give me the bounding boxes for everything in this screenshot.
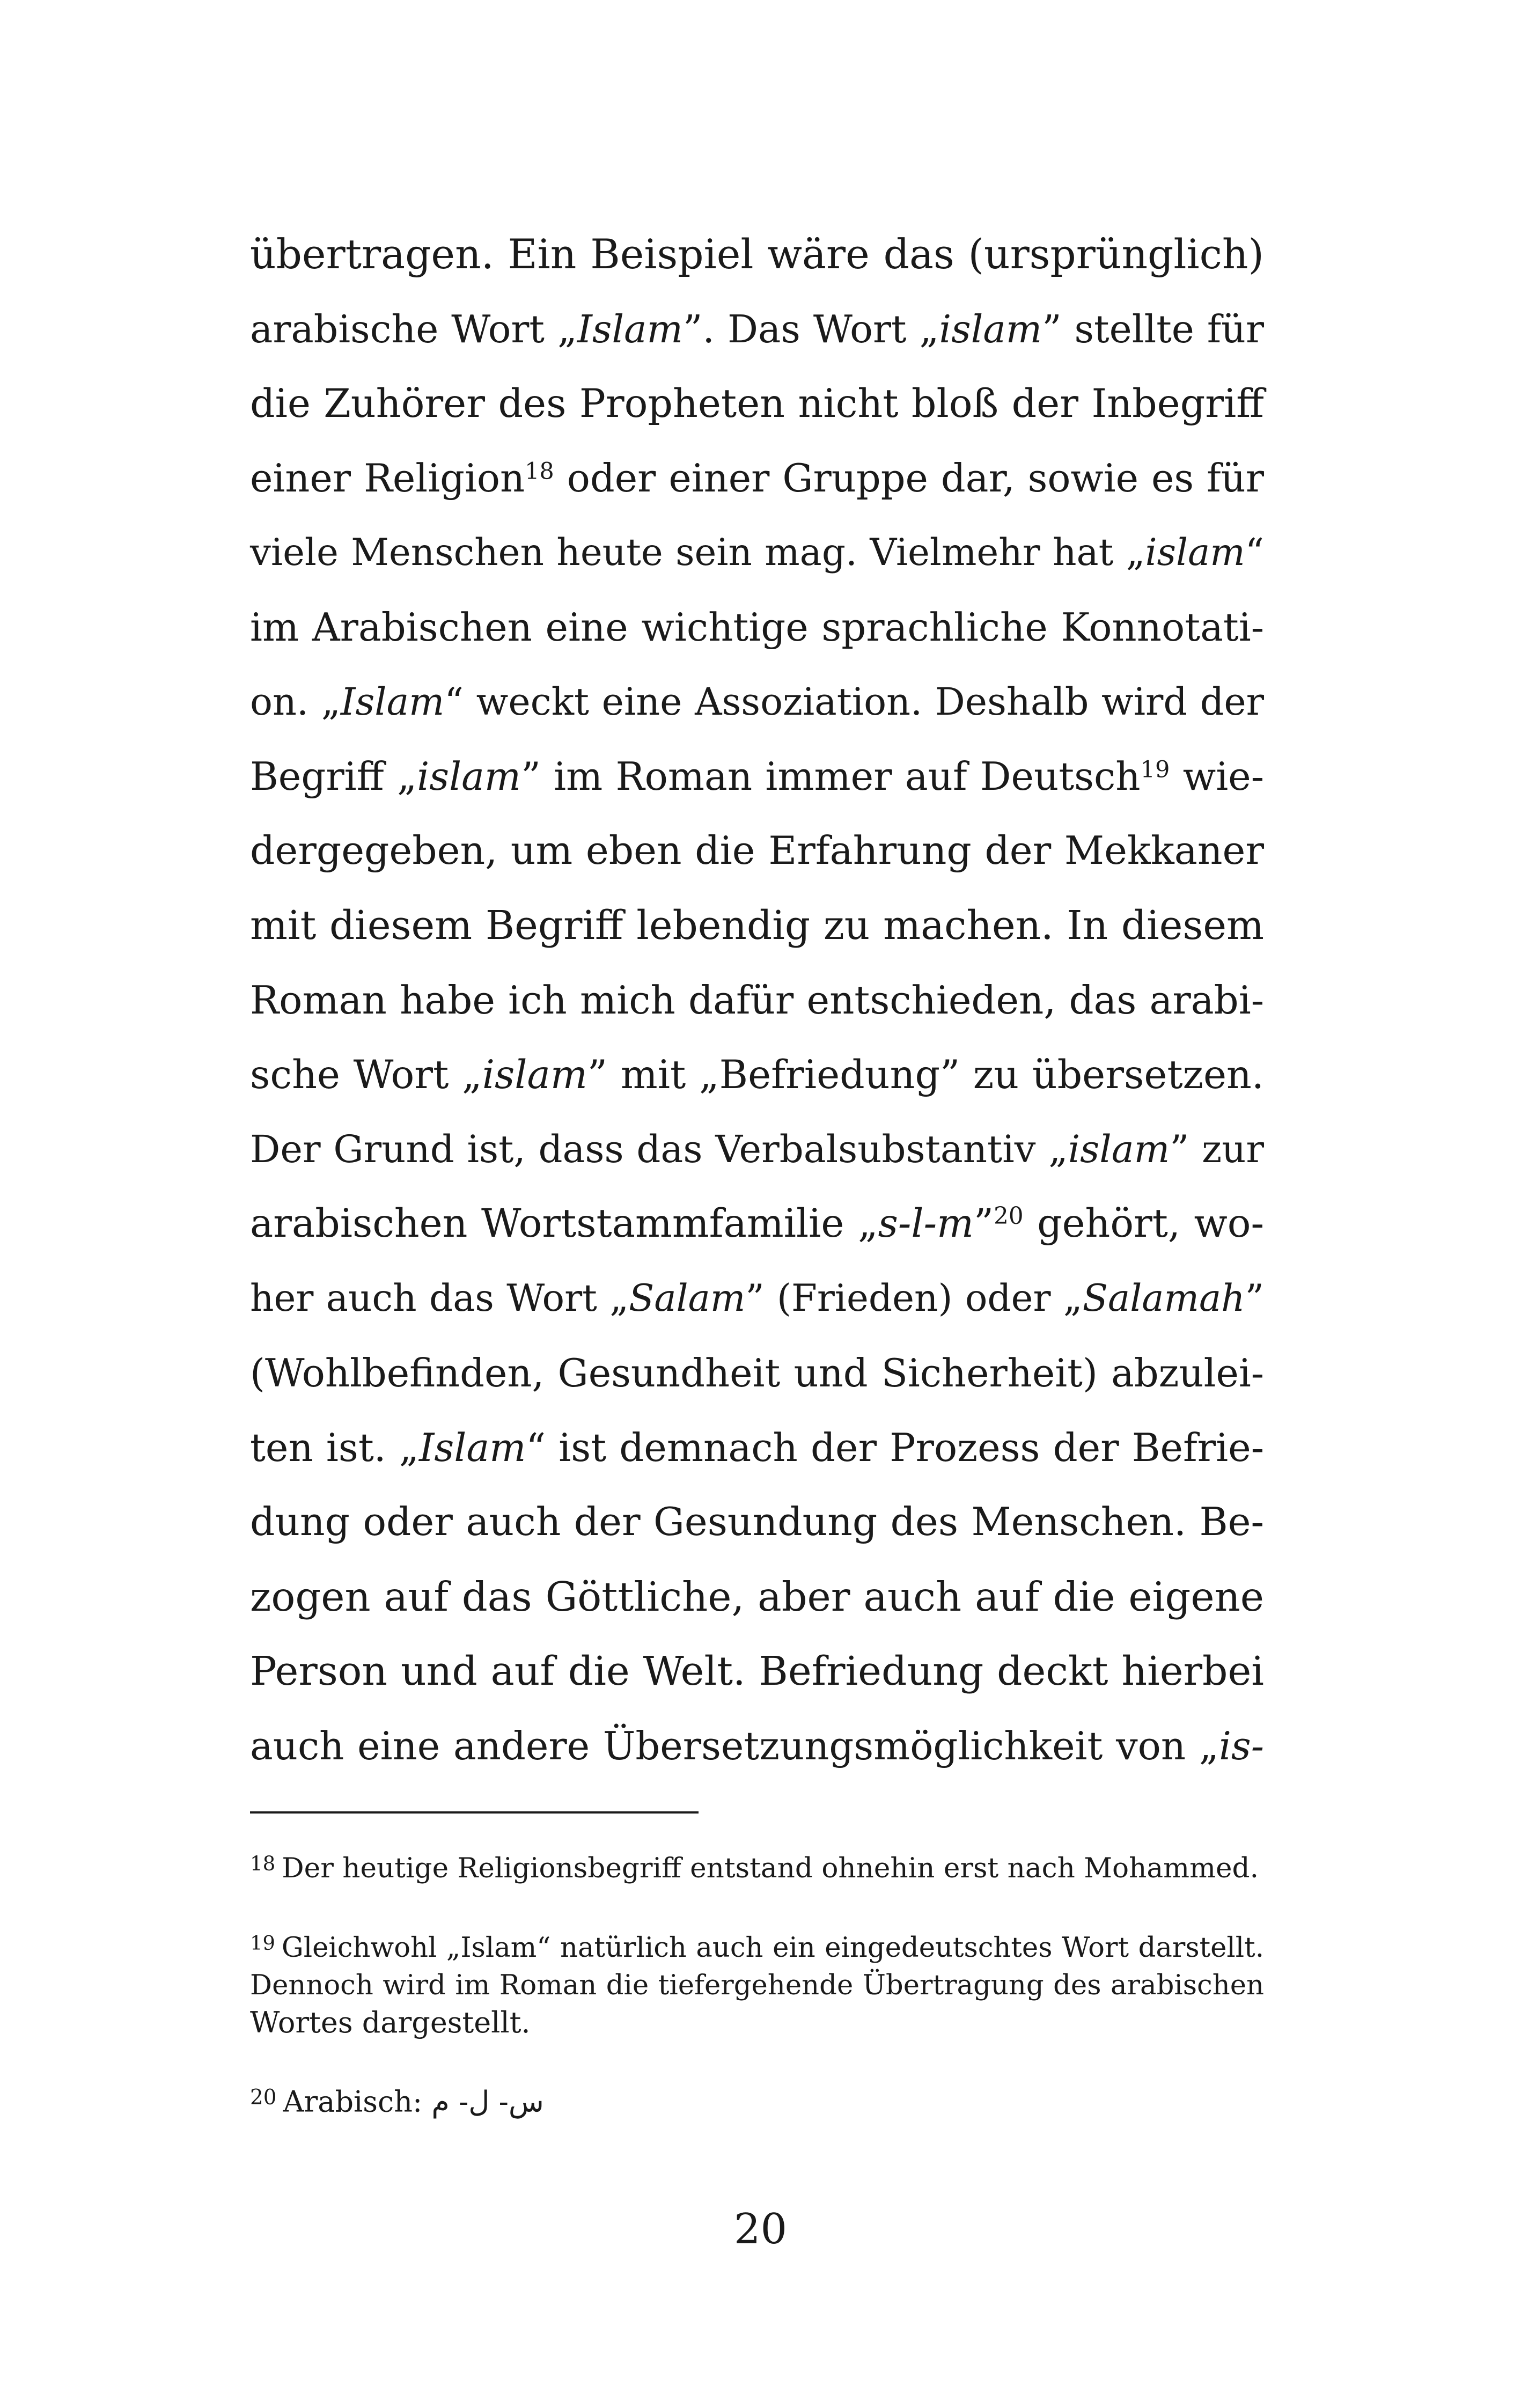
text-segment: wie- xyxy=(1170,754,1264,799)
text-segment: arabischen Wortstammfamilie „s-l-m” xyxy=(250,1201,994,1246)
footnote-ref-19: 19 xyxy=(1140,756,1170,783)
text-line xyxy=(250,441,1264,516)
text-segment: einer Religion xyxy=(250,456,525,501)
footnote-ref-18: 18 xyxy=(525,458,554,485)
footnote-line: Dennoch wird im Roman die tiefergehende Übertragung des arabischen xyxy=(250,1969,1264,2001)
text-line: on. „Islam“ weckt eine Assoziation. Deshalb wird der xyxy=(250,680,1264,724)
text-segment: Begriff „islam” im Roman immer auf Deutsch xyxy=(250,754,1141,799)
footnote-text: Gleichwohl „Islam“ natürlich auch ein eingedeutschtes Wort darstellt. xyxy=(281,1931,1264,1964)
footnotes xyxy=(250,1845,1264,2158)
text-line: her auch das Wort „Salam” (Frieden) oder „Salamah” xyxy=(250,1277,1264,1320)
footnote-number: 20 xyxy=(250,2085,277,2110)
text-line: dergegeben, um eben die Erfahrung der Mekkaner xyxy=(250,828,1264,873)
text-line: dung oder auch der Gesundung des Menschen. Be- xyxy=(250,1500,1264,1545)
text-line xyxy=(250,1187,1264,1261)
text-line: (Wohlbefinden, Gesundheit und Sicherheit) abzulei- xyxy=(250,1350,1264,1396)
text-line: Roman habe ich mich dafür entschieden, das arabi- xyxy=(250,978,1264,1023)
footnote-ref-20: 20 xyxy=(994,1203,1024,1230)
text-line: Der Grund ist, dass das Verbalsubstantiv „islam” zur xyxy=(250,1127,1264,1171)
text-line: ten ist. „Islam“ ist demnach der Prozess der Befrie- xyxy=(250,1425,1264,1470)
footnote-line: Wortes dargestellt. xyxy=(250,2005,531,2039)
text-line: Person und auf die Welt. Befriedung deckt hierbei xyxy=(250,1648,1264,1694)
text-line: zogen auf das Göttliche, aber auch auf die eigene xyxy=(250,1574,1264,1620)
footnote-18 xyxy=(250,1845,1264,1887)
footnote-line xyxy=(250,2079,1264,2121)
text-line: übertragen. Ein Beispiel wäre das (ursprünglich) xyxy=(250,231,1264,278)
footnote-separator xyxy=(250,1811,699,1814)
text-line: viele Menschen heute sein mag. Vielmehr hat „islam“ xyxy=(250,531,1264,574)
main-text xyxy=(250,217,1264,1783)
text-segment: gehört, wo- xyxy=(1023,1201,1264,1246)
text-line xyxy=(250,739,1264,814)
text-line: sche Wort „islam” mit „Befriedung” zu übersetzen. xyxy=(250,1052,1264,1098)
text-line: im Arabischen eine wichtige sprachliche Konnotati- xyxy=(250,605,1264,650)
text-line: die Zuhörer des Propheten nicht bloß der Inbegriff xyxy=(250,381,1264,427)
footnote-line xyxy=(250,1845,1264,1887)
text-line: auch eine andere Übersetzungsmöglichkeit von „is- xyxy=(250,1723,1264,1768)
footnote-19 xyxy=(250,1925,1264,2042)
footnote-20 xyxy=(250,2079,1264,2121)
text-segment: oder einer Gruppe dar, sowie es für xyxy=(554,456,1264,501)
footnote-number: 18 xyxy=(250,1852,276,1875)
text-line: mit diesem Begriff lebendig zu machen. In diesem xyxy=(250,902,1264,949)
footnote-text: Arabisch: س- ل- م xyxy=(283,2084,544,2119)
page-number: 20 xyxy=(733,2205,788,2253)
text-line: arabische Wort „Islam”. Das Wort „islam” stellte für xyxy=(250,307,1264,351)
footnote-text: Der heutige Religionsbegriff entstand ohnehin erst nach Mohammed. xyxy=(282,1852,1259,1884)
footnote-line xyxy=(250,1925,1264,1966)
footnote-number: 19 xyxy=(250,1932,275,1955)
